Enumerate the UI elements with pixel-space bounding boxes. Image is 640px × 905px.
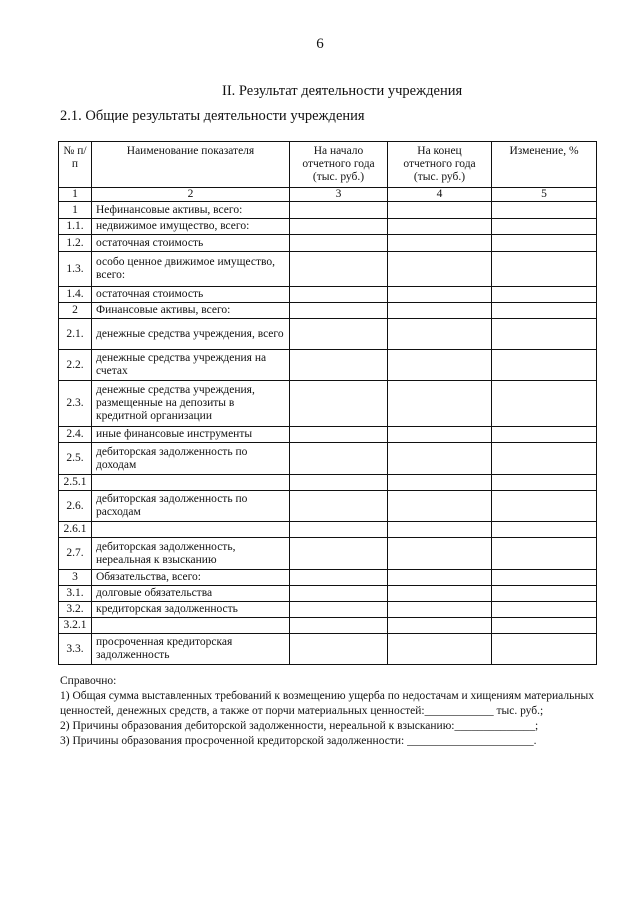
row-number: 1.1. [59,219,92,235]
cell-end-of-year [388,586,492,602]
row-indicator-name: остаточная стоимость [92,287,290,303]
cell-start-of-year [290,303,388,319]
table-row [59,303,597,319]
table-row [59,219,597,235]
cell-start-of-year [290,319,388,350]
cell-start-of-year [290,381,388,427]
row-number: 1.3. [59,252,92,287]
cell-end-of-year [388,381,492,427]
table-row [59,475,597,491]
cell-start-of-year [290,491,388,522]
row-indicator-name: дебиторская задолженность, нереальная к взысканию [92,538,290,570]
cell-end-of-year [388,350,492,381]
table-row [59,319,597,350]
row-indicator-name: просроченная кредиторская задолженность [92,634,290,665]
row-number: 3.1. [59,586,92,602]
table-row [59,491,597,522]
table-row [59,602,597,618]
row-indicator-name: недвижимое имущество, всего: [92,219,290,235]
page-number: 6 [316,36,324,52]
column-index: 4 [388,188,492,202]
cell-end-of-year [388,538,492,570]
row-indicator-name [92,618,290,634]
column-index: 2 [92,188,290,202]
table-row [59,634,597,665]
section-title: II. Результат деятельности учреждения [222,83,463,99]
results-table [58,141,597,665]
row-number: 3.2. [59,602,92,618]
cell-end-of-year [388,443,492,475]
table-row [59,202,597,219]
cell-change-percent [492,491,597,522]
notes-heading: Справочно: [60,675,117,687]
cell-change-percent [492,381,597,427]
row-indicator-name: кредиторская задолженность [92,602,290,618]
cell-start-of-year [290,202,388,219]
row-number: 2 [59,303,92,319]
row-indicator-name: дебиторская задолженность по доходам [92,443,290,475]
cell-end-of-year [388,235,492,252]
row-indicator-name: долговые обязательства [92,586,290,602]
cell-end-of-year [388,475,492,491]
cell-end-of-year [388,522,492,538]
row-indicator-name: особо ценное движимое имущество, всего: [92,252,290,287]
cell-change-percent [492,350,597,381]
row-number: 2.6.1 [59,522,92,538]
row-number: 2.2. [59,350,92,381]
reference-notes [60,674,600,749]
cell-end-of-year [388,491,492,522]
table-row [59,618,597,634]
row-number: 1 [59,202,92,219]
cell-start-of-year [290,219,388,235]
header-end-of-year: На конец отчетного года (тыс. руб.) [388,142,492,188]
cell-change-percent [492,235,597,252]
row-number: 3.3. [59,634,92,665]
row-indicator-name: Финансовые активы, всего: [92,303,290,319]
table-row [59,252,597,287]
cell-start-of-year [290,235,388,252]
cell-start-of-year [290,602,388,618]
header-start-of-year: На начало отчетного года (тыс. руб.) [290,142,388,188]
cell-end-of-year [388,319,492,350]
table-row [59,570,597,586]
row-indicator-name: Обязательства, всего: [92,570,290,586]
notes-line-1: 1) Общая сумма выставленных требований к возмещению ущерба по недостачам и хищениям материальных ценностей, денежных средств, а также от порчи материальных ценностей:____________ тыс. руб.; [60,690,594,717]
cell-end-of-year [388,287,492,303]
table-row [59,427,597,443]
cell-end-of-year [388,202,492,219]
cell-end-of-year [388,219,492,235]
cell-start-of-year [290,427,388,443]
row-number: 3 [59,570,92,586]
cell-end-of-year [388,252,492,287]
cell-change-percent [492,522,597,538]
cell-change-percent [492,634,597,665]
cell-change-percent [492,586,597,602]
table-row [59,235,597,252]
cell-change-percent [492,538,597,570]
column-index: 3 [290,188,388,202]
column-index: 5 [492,188,597,202]
cell-end-of-year [388,570,492,586]
cell-change-percent [492,287,597,303]
cell-end-of-year [388,303,492,319]
table-row [59,381,597,427]
cell-start-of-year [290,618,388,634]
cell-change-percent [492,319,597,350]
table-row [59,350,597,381]
row-number: 2.3. [59,381,92,427]
cell-start-of-year [290,522,388,538]
row-indicator-name: денежные средства учреждения на счетах [92,350,290,381]
row-number: 1.2. [59,235,92,252]
cell-change-percent [492,303,597,319]
row-indicator-name: Нефинансовые активы, всего: [92,202,290,219]
header-change-percent: Изменение, % [492,142,597,188]
cell-start-of-year [290,475,388,491]
cell-end-of-year [388,618,492,634]
cell-change-percent [492,443,597,475]
cell-end-of-year [388,427,492,443]
cell-change-percent [492,427,597,443]
cell-start-of-year [290,350,388,381]
row-number: 2.6. [59,491,92,522]
cell-change-percent [492,252,597,287]
cell-start-of-year [290,287,388,303]
cell-change-percent [492,602,597,618]
cell-start-of-year [290,252,388,287]
notes-line-2: 2) Причины образования дебиторской задолженности, нереальной к взысканию:______________; [60,720,539,732]
row-indicator-name: иные финансовые инструменты [92,427,290,443]
cell-end-of-year [388,602,492,618]
row-indicator-name [92,522,290,538]
cell-change-percent [492,570,597,586]
header-indicator-name: Наименование показателя [92,142,290,188]
row-number: 2.5. [59,443,92,475]
cell-start-of-year [290,586,388,602]
cell-change-percent [492,202,597,219]
table-row [59,287,597,303]
cell-end-of-year [388,634,492,665]
row-number: 2.1. [59,319,92,350]
cell-start-of-year [290,634,388,665]
cell-change-percent [492,618,597,634]
subsection-title: 2.1. Общие результаты деятельности учреждения [60,108,365,124]
cell-change-percent [492,219,597,235]
row-number: 3.2.1 [59,618,92,634]
table-row [59,538,597,570]
table-row [59,522,597,538]
row-indicator-name [92,475,290,491]
row-indicator-name: денежные средства учреждения, размещенные на депозиты в кредитной организации [92,381,290,427]
cell-start-of-year [290,570,388,586]
header-number: № п/п [59,142,92,188]
row-number: 2.4. [59,427,92,443]
row-number: 2.7. [59,538,92,570]
row-number: 2.5.1 [59,475,92,491]
row-indicator-name: денежные средства учреждения, всего [92,319,290,350]
row-indicator-name: дебиторская задолженность по расходам [92,491,290,522]
table-row [59,586,597,602]
table-row [59,443,597,475]
cell-start-of-year [290,443,388,475]
row-indicator-name: остаточная стоимость [92,235,290,252]
column-index: 1 [59,188,92,202]
cell-start-of-year [290,538,388,570]
cell-change-percent [492,475,597,491]
notes-line-3: 3) Причины образования просроченной кредиторской задолженности: ______________________. [60,735,537,747]
row-number: 1.4. [59,287,92,303]
